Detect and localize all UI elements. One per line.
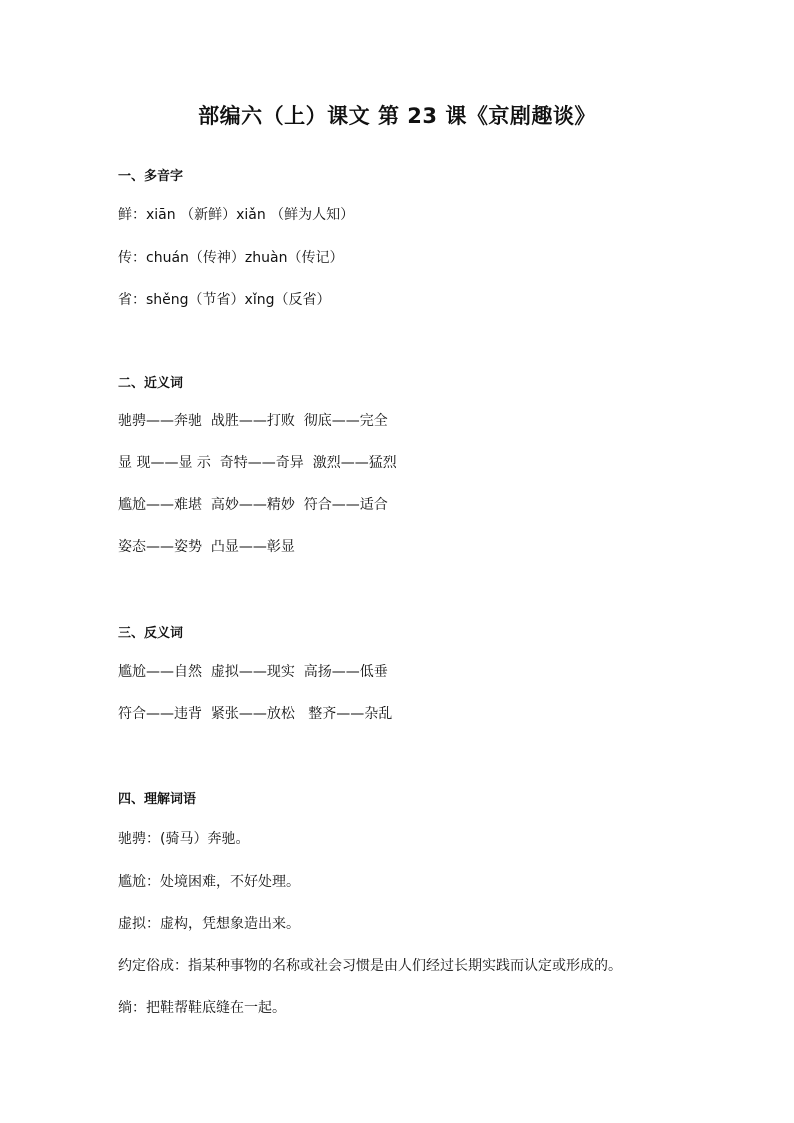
text-line: 显 现——显 示 奇特——奇异 激烈——猛烈 [118,455,397,471]
text-line: 鲜：xiān （新鲜）xiǎn （鲜为人知） [118,207,355,223]
page-title: 部编六（上）课文 第 23 课《京剧趣谈》 [198,104,596,128]
section-heading-polyphonic: 一、多音字 [118,169,184,184]
section-heading-word-meanings: 四、理解词语 [118,792,197,807]
section-heading-antonyms: 三、反义词 [118,626,184,641]
text-line: 尴尬——难堪 高妙——精妙 符合——适合 [118,497,388,513]
text-line: 驰骋：(骑马）奔驰。 [118,831,250,847]
text-line: 尴尬：处境困难，不好处理。 [118,874,300,890]
section-heading-synonyms: 二、近义词 [118,376,184,391]
text-line: 尴尬——自然 虚拟——现实 高扬——低垂 [118,664,388,680]
text-line: 约定俗成：指某种事物的名称或社会习惯是由人们经过长期实践而认定或形成的。 [118,958,622,974]
text-line: 姿态——姿势 凸显——彰显 [118,539,295,555]
text-line: 驰骋——奔驰 战胜——打败 彻底——完全 [118,413,388,429]
text-line: 虚拟：虚构，凭想象造出来。 [118,916,300,932]
text-line: 符合——违背 紧张——放松 整齐——杂乱 [118,706,393,722]
text-line: 传：chuán（传神）zhuàn（传记） [118,250,344,266]
text-line: 省：shěng（节省）xǐng（反省） [118,292,331,308]
text-line: 绱：把鞋帮鞋底缝在一起。 [118,1000,286,1016]
